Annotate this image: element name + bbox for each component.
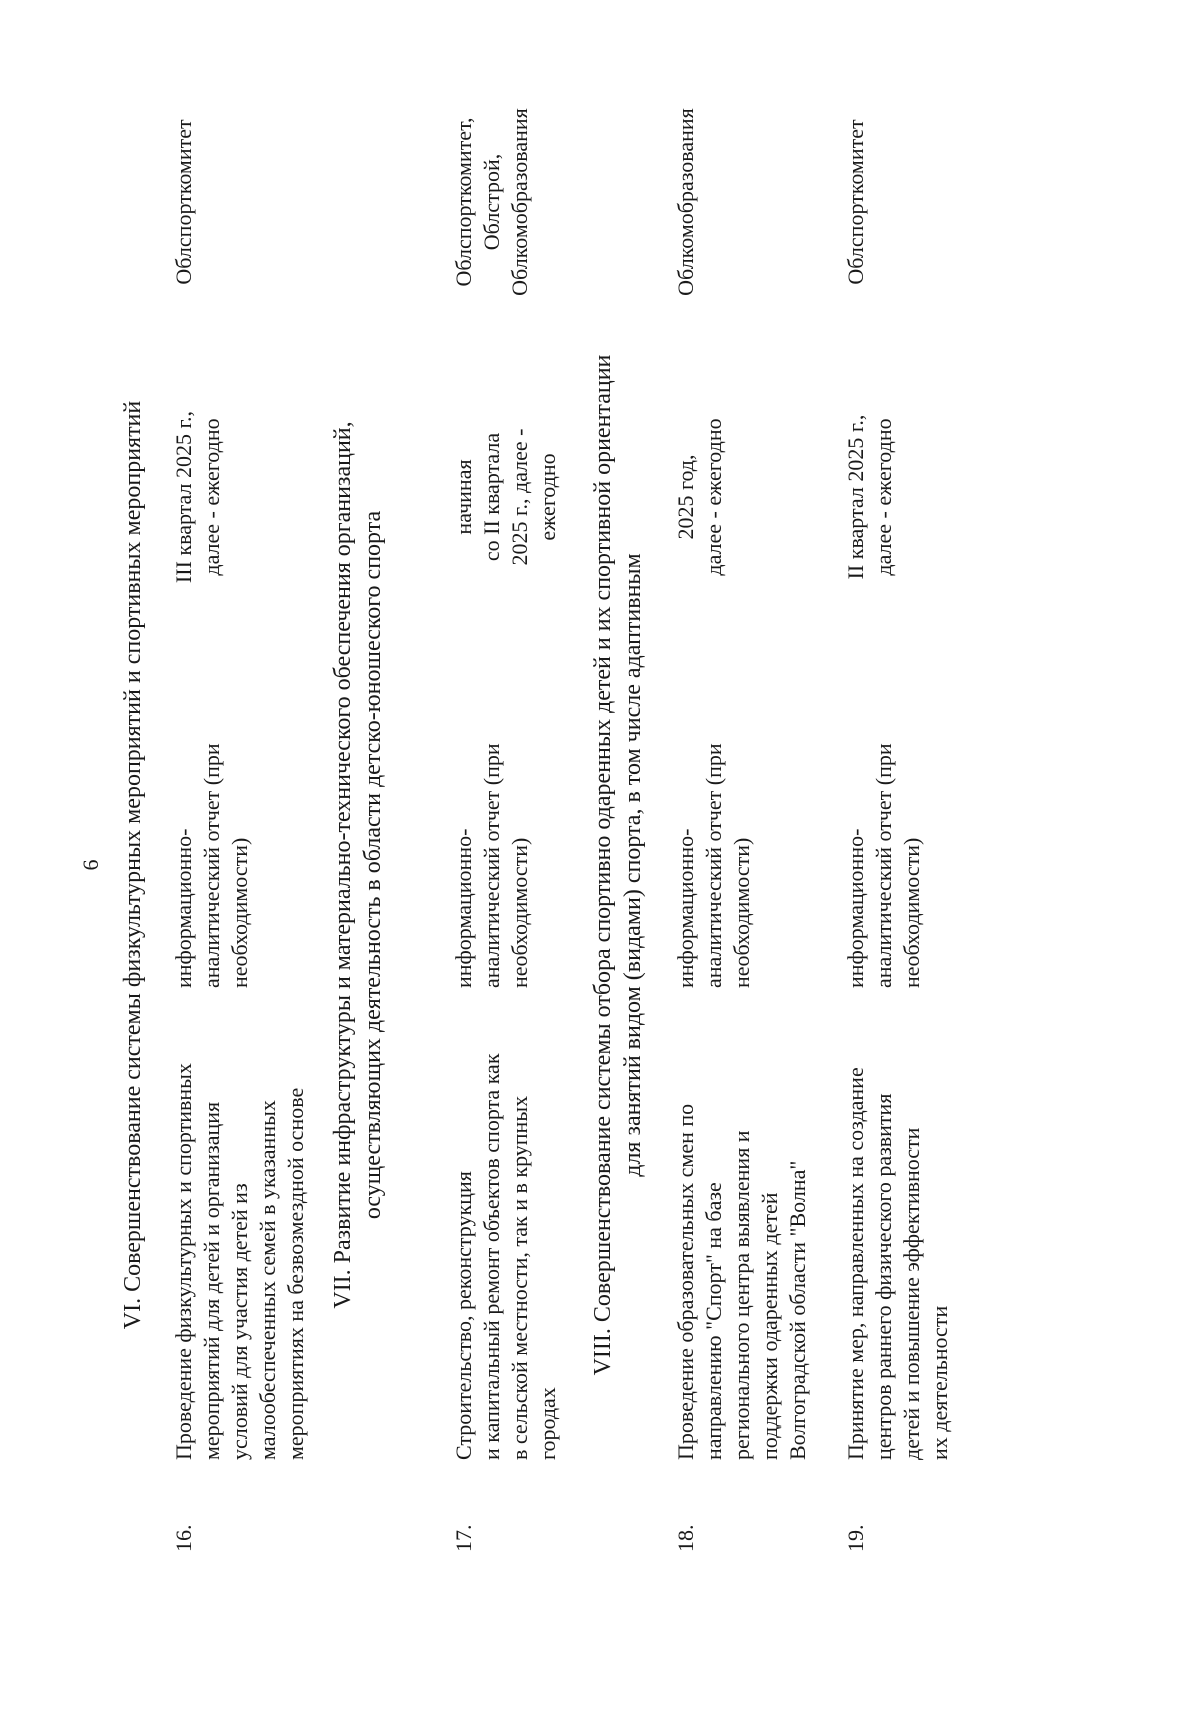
responsible-line: Облспорткомитет [171,119,196,285]
event-line: Проведение образовательных смен по [673,1103,698,1460]
event-line: направлению "Спорт" на базе [701,1182,726,1460]
event-line: в сельской местности, так и в крупных [507,1095,532,1460]
date-line: со II квартала [479,432,504,562]
date-line: 2025 год, [673,454,698,540]
date-line: III квартал 2025 г., [171,410,196,584]
section-heading-vi [118,0,148,1730]
event-line: поддержки одаренных детей [757,1192,782,1460]
section-heading-line: VIII. Совершенствование системы отбора спортивно одаренных детей и их спортивной ориентации [590,354,616,1376]
responsible-line: Облспорткомитет, [451,117,476,287]
date-cell [672,382,728,612]
event-line: Принятие мер, направленных на создание [843,1067,868,1460]
event-line: мероприятиях на безвозмездной основе [283,1087,308,1460]
section-heading-viii [588,0,648,1730]
event-line: городах [535,1387,560,1460]
form-cell [842,658,926,988]
responsible-cell [450,52,534,352]
responsible-line: Облкомобразования [673,108,698,296]
row-number: 17. [451,1524,476,1552]
row-number: 18. [673,1524,698,1552]
responsible-line: Облстрой, [479,153,504,251]
form-line: информационно- [451,828,476,988]
responsible-line: Облспорткомитет [843,119,868,285]
section-heading-line: осуществляющих деятельность в области детско-юношеского спорта [360,510,386,1220]
form-line: аналитический отчет (при [701,743,726,988]
event-line: Проведение физкультурных и спортивных [171,1063,196,1460]
section-heading-line: VI. Совершенствование системы физкультурных мероприятий и спортивных мероприятий [120,400,146,1330]
row-number: 16. [171,1524,196,1552]
responsible-cell [842,52,870,352]
event-cell [672,1010,812,1460]
responsible-line: Облкомобразования [507,108,532,296]
date-line: ежегодно [535,453,560,541]
date-cell [842,382,898,612]
form-line: аналитический отчет (при [479,743,504,988]
event-line: детей и повышение эффективности [899,1127,924,1460]
form-cell [672,658,756,988]
date-line: далее - ежегодно [199,418,224,576]
form-line: необходимости) [899,837,924,988]
page-number: 6 [78,859,103,871]
form-cell [170,658,254,988]
date-line: 2025 г., далее - [507,428,532,566]
event-line: Волгоградской области "Волна" [785,1160,810,1460]
event-line: Строительство, реконструкция [451,1171,476,1460]
responsible-cell [672,52,700,352]
date-line: далее - ежегодно [701,418,726,576]
date-cell [450,382,562,612]
form-line: информационно- [843,828,868,988]
section-heading-line: VII. Развитие инфраструктуры и материально-технического обеспечения организаций, [330,421,356,1309]
row-number: 19. [843,1524,868,1552]
event-line: и капитальный ремонт объектов спорта как [479,1053,504,1460]
event-cell [450,1010,562,1460]
event-line: условий для участия детей из [227,1183,252,1460]
event-line: центров раннего физического развития [871,1093,896,1460]
form-line: необходимости) [227,837,252,988]
event-line: их деятельности [927,1305,952,1460]
form-line: необходимости) [729,837,754,988]
date-line: начиная [451,459,476,535]
form-line: аналитический отчет (при [199,743,224,988]
date-line: далее - ежегодно [871,418,896,576]
form-line: необходимости) [507,837,532,988]
form-cell [450,658,534,988]
responsible-cell [170,52,198,352]
form-line: информационно- [171,828,196,988]
event-line: регионального центра выявления и [729,1130,754,1460]
section-heading-line: для занятий видом (видами) спорта, в том числе адаптивным [620,553,646,1177]
section-heading-vii [328,0,388,1730]
event-cell [842,1010,954,1460]
event-cell [170,1010,310,1460]
date-line: II квартал 2025 г., [843,414,868,580]
event-line: мероприятий для детей и организация [199,1101,224,1460]
date-cell [170,382,226,612]
form-line: информационно- [673,828,698,988]
form-line: аналитический отчет (при [871,743,896,988]
event-line: малообеспеченных семей в указанных [255,1100,280,1460]
